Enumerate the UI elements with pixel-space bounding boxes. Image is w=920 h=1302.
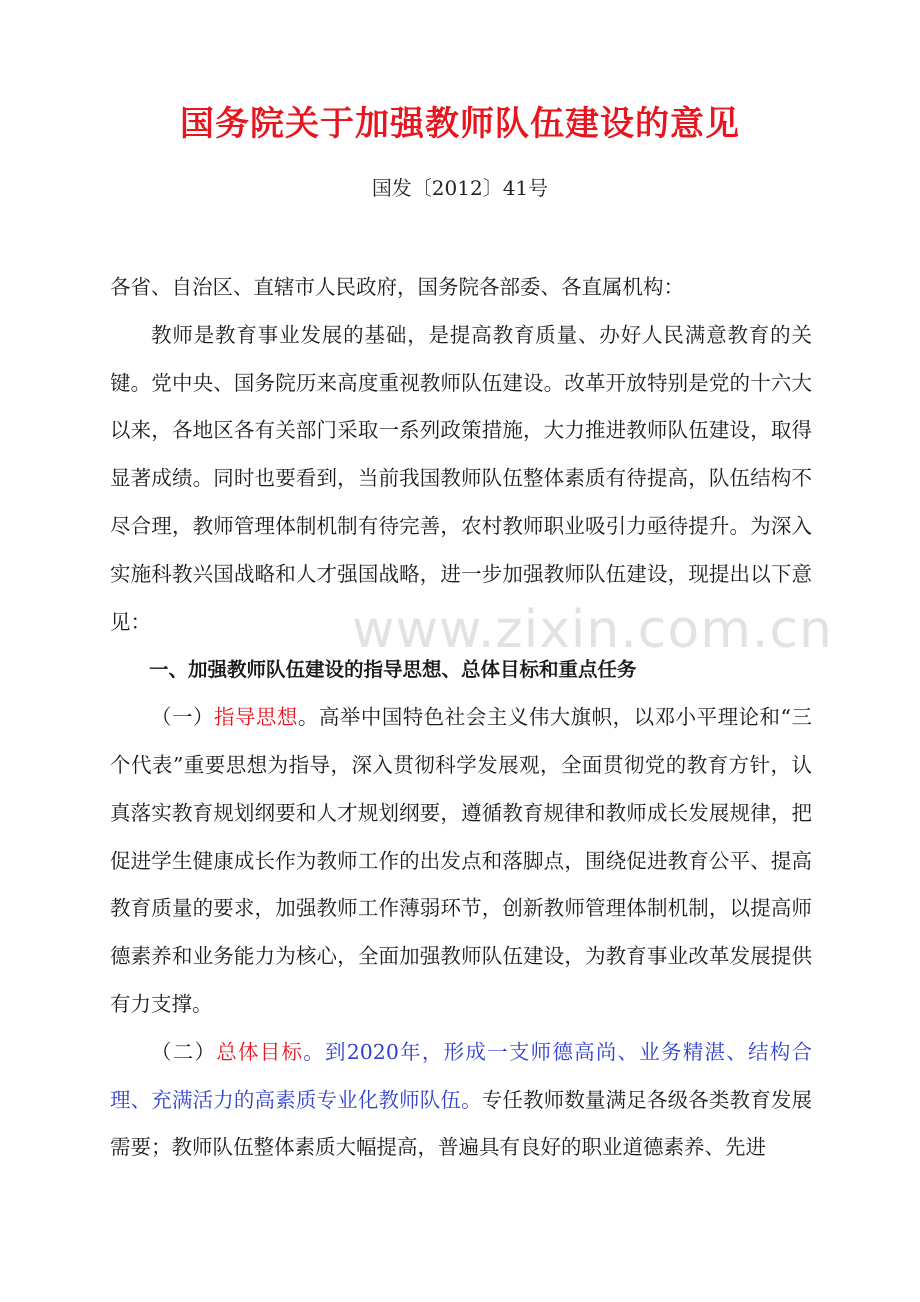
- document-number: 国发〔2012〕41号: [371, 176, 549, 200]
- item-title: 指导思想: [213, 705, 298, 730]
- watermark: www.zixin.com.cn: [352, 600, 833, 660]
- intro-paragraph: 教师是教育事业发展的基础，是提高教育质量、办好人民满意教育的关键。党中央、国务院历来高度重视教师队伍建设。改革开放特别是党的十六大以来，各地区各有关部门采取一系列政策措施，大力推进教师队伍建设，取得显著成绩。同时也要看到，当前我国教师队伍整体素质有待提高，队伍结构不尽合理，教师管理体制机制有待完善，农村教师职业吸引力亟待提升。为深入实施科教兴国战略和人才强国战略，进一步加强教师队伍建设，现提出以下意见：: [110, 322, 812, 634]
- item-text: 。高举中国特色社会主义伟大旗帜，以邓小平理论和“三个代表”重要思想为指导，深入贯彻科学发展观，全面贯彻党的教育方针，认真落实教育规划纲要和人才规划纲要，遵循教育规律和教师成长发展规律，把促进学生健康成长作为教师工作的出发点和落脚点，围绕促进教育公平、提高教育质量的要求，加强教师工作薄弱环节，创新教师管理体制机制，以提高师德素养和业务能力为核心，全面加强教师队伍建设，为教育事业改革发展提供有力支撑。: [110, 705, 812, 1016]
- item-title: 总体目标: [216, 1039, 304, 1064]
- item-label: （二）: [151, 1039, 217, 1064]
- document-title: 国务院关于加强教师队伍建设的意见: [180, 104, 740, 144]
- guiding-ideology-paragraph: [110, 694, 812, 1029]
- section-heading: 一、加强教师队伍建设的指导思想、总体目标和重点任务: [149, 658, 637, 682]
- item-text: 专任教师数量满足各级各类教育发展需要；教师队伍整体素质大幅提高，普遍具有良好的职业道德素养、先进: [110, 1087, 813, 1160]
- goal-highlight: 。到2020年，形成一支师德高尚、业务精湛、结构合理、充满活力的高素质专业化教师队伍。: [110, 1039, 813, 1112]
- document-body: [110, 264, 812, 1172]
- overall-goal-paragraph: [110, 1029, 812, 1172]
- item-label: （一）: [151, 705, 214, 730]
- salutation: 各省、自治区、直辖市人民政府，国务院各部委、各直属机构：: [110, 275, 684, 299]
